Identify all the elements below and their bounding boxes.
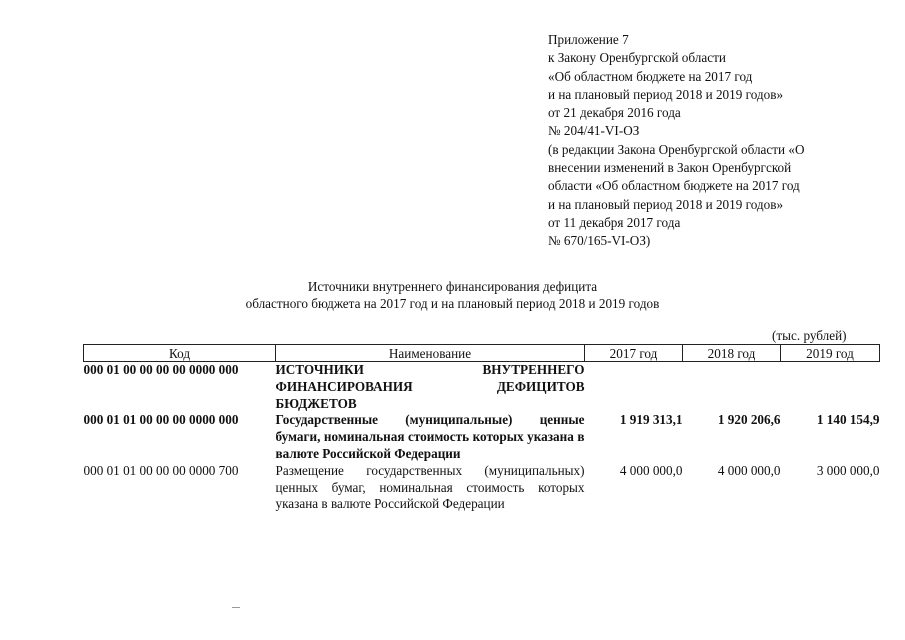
appendix-line: и на плановый период 2018 и 2019 годов» (548, 196, 784, 212)
row-name: Размещение государственных (муниципальных) ценных бумаг, номинальная стоимость которых указана в валюте Российской Федерации (275, 462, 585, 512)
row-value-2019: 1 140 154,9 (816, 412, 880, 428)
header-2017: 2017 год (585, 345, 683, 362)
row-code: 000 01 01 00 00 00 0000 000 (83, 412, 239, 428)
appendix-line: от 21 декабря 2016 года (548, 105, 681, 121)
table-row (84, 362, 880, 413)
appendix-line: от 11 декабря 2017 года (548, 214, 681, 230)
appendix-line: № 204/41-VI-ОЗ (548, 123, 640, 139)
header-2019: 2019 год (781, 345, 880, 362)
row-name: ИСТОЧНИКИ ВНУТРЕННЕГО ФИНАНСИРОВАНИЯ ДЕФИЦИТОВ БЮДЖЕТОВ (275, 362, 585, 411)
document-title (0, 278, 905, 312)
appendix-line: внесении изменений в Закон Оренбургской (548, 160, 792, 176)
unit-label: (тыс. рублей) (772, 328, 847, 343)
row-code: 000 01 00 00 00 00 0000 000 (83, 362, 239, 377)
scan-mark (232, 607, 240, 608)
row-value-2017 (585, 362, 683, 413)
title-line: областного бюджета на 2017 год и на плановый период 2018 и 2019 годов (245, 296, 660, 311)
appendix-line: и на плановый период 2018 и 2019 годов» (548, 86, 784, 102)
row-value-2018: 1 920 206,6 (717, 412, 781, 428)
row-value-2019 (781, 362, 880, 413)
title-line: Источники внутреннего финансирования дефицита (307, 279, 598, 294)
appendix-line: (в редакции Закона Оренбургской области «О (548, 141, 805, 157)
row-name: Государственные (муниципальные) ценные бумаги, номинальная стоимость которых указана в валюте Российской Федерации (275, 412, 585, 461)
sources-table (83, 344, 880, 513)
header-code: Код (84, 345, 276, 362)
appendix-line: к Закону Оренбургской области (548, 50, 726, 66)
appendix-line: № 670/165-VI-ОЗ) (548, 233, 651, 249)
row-value-2017: 1 919 313,1 (619, 412, 683, 428)
header-2018: 2018 год (683, 345, 781, 362)
row-code: 000 01 01 00 00 00 0000 700 (83, 462, 239, 478)
table-row (84, 463, 880, 513)
row-value-2018 (683, 362, 781, 413)
table-row (84, 412, 880, 462)
row-value-2019: 3 000 000,0 (816, 462, 880, 478)
row-value-2017: 4 000 000,0 (619, 462, 683, 478)
table-header-row (84, 345, 880, 362)
header-name: Наименование (276, 345, 585, 362)
appendix-line: «Об областном бюджете на 2017 год (548, 68, 753, 84)
row-value-2018: 4 000 000,0 (717, 462, 781, 478)
appendix-block (548, 31, 868, 251)
appendix-line: Приложение 7 (548, 32, 629, 47)
appendix-line: области «Об областном бюджете на 2017 год (548, 178, 800, 194)
